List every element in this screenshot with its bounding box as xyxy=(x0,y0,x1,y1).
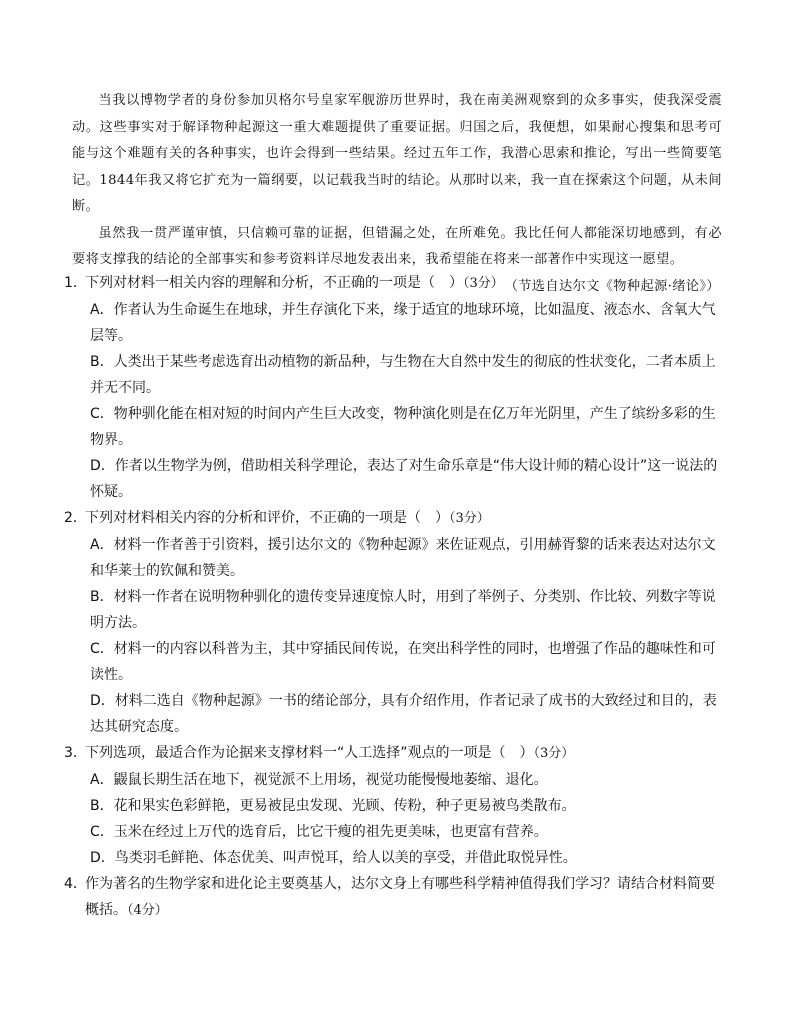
question-list xyxy=(64,270,728,924)
option-text: 玉米在经过上万代的选育后，比它干瘦的祖先更美味，也更富有营养。 xyxy=(113,824,548,840)
option-b[interactable] xyxy=(90,793,728,819)
question-number: 1． xyxy=(64,275,87,291)
option-letter: B． xyxy=(90,589,114,605)
question-text: 下列对材料一相关内容的理解和分析，不正确的一项是（ ） xyxy=(85,275,463,291)
option-c[interactable] xyxy=(90,401,728,453)
option-letter: A． xyxy=(90,537,114,553)
option-text: 材料一的内容以科普为主，其中穿插民间传说，在突出科学性的同时，也增强了作品的趣味性和可读性。 xyxy=(90,641,716,683)
question-number: 3． xyxy=(64,745,87,761)
option-list xyxy=(64,297,728,505)
option-text: 材料一作者在说明物种驯化的遗传变异速度惊人时，用到了举例子、分类别、作比较、列数字等说明方法。 xyxy=(90,589,716,631)
option-letter: A． xyxy=(90,772,114,788)
option-letter: B． xyxy=(90,354,114,370)
option-letter: B． xyxy=(90,798,114,814)
option-letter: D． xyxy=(90,458,115,474)
option-letter: C． xyxy=(90,641,114,657)
passage-paragraph-1: 当我以博物学者的身份参加贝格尔号皇家军舰游历世界时，我在南美洲观察到的众多事实，使我深受震动。这些事实对于解译物种起源这一重大难题提供了重要证据。归国之后，我便想，如果耐心搜集和思考可能与这个难题有关的各种事实，也许会得到一些结果。经过五年工作，我潜心思索和推论，写出一些简要笔记。1844年我又将它扩充为一篇纲要，以记载我当时的结论。从那时以来，我一直在探索这个问题，从未间断。 xyxy=(72,93,722,214)
option-a[interactable] xyxy=(90,297,728,349)
question-number: 2． xyxy=(64,510,87,526)
option-text: 作者认为生命诞生在地球，并生存演化下来，缘于适宜的地球环境，比如温度、液态水、含氧大气层等。 xyxy=(90,302,716,344)
option-a[interactable] xyxy=(90,767,728,793)
passage-source: （节选自达尔文《物种起源·绪论》） xyxy=(504,278,720,294)
question-score: （3分） xyxy=(449,511,490,526)
option-text: 物种驯化能在相对短的时间内产生巨大改变，物种演化则是在亿万年光阴里，产生了缤纷多彩的生物界。 xyxy=(90,406,716,448)
question-4 xyxy=(64,871,728,924)
option-text: 鼹鼠长期生活在地下，视觉派不上用场，视觉功能慢慢地萎缩、退化。 xyxy=(113,772,548,788)
question-number: 4． xyxy=(64,876,87,892)
option-text: 作者以生物学为例，借助相关科学理论，表达了对生命乐章是“伟大设计师的精心设计”这一说法的怀疑。 xyxy=(90,458,718,500)
question-2 xyxy=(64,505,728,740)
question-text: 作为著名的生物学家和进化论主要奠基人，达尔文身上有哪些科学精神值得我们学习？请结合材料简要概括。 xyxy=(85,876,715,918)
question-text: 下列对材料相关内容的分析和评价，不正确的一项是（ ） xyxy=(85,510,449,526)
option-d[interactable] xyxy=(90,688,728,740)
option-a[interactable] xyxy=(90,532,728,584)
question-3 xyxy=(64,740,728,871)
option-letter: A． xyxy=(90,302,114,318)
option-letter: D． xyxy=(90,850,115,866)
option-text: 材料一作者善于引资料，援引达尔文的《物种起源》来佐证观点，引用赫胥黎的话来表达对达尔文和华莱士的钦佩和赞美。 xyxy=(90,537,716,579)
question-score: （3分） xyxy=(463,276,504,291)
option-d[interactable] xyxy=(90,845,728,871)
question-stem xyxy=(64,740,728,767)
option-text: 人类出于某些考虑选育出动植物的新品种，与生物在大自然中发生的彻底的性状变化，二者本质上并无不同。 xyxy=(90,354,716,396)
question-score: （3分） xyxy=(533,746,575,761)
question-stem xyxy=(64,871,728,924)
reading-passage xyxy=(72,88,722,300)
question-score: （4分） xyxy=(127,903,168,918)
option-b[interactable] xyxy=(90,584,728,636)
question-text: 下列选项，最适合作为论据来支撑材料一“人工选择”观点的一项是（ ） xyxy=(85,745,534,761)
option-c[interactable] xyxy=(90,636,728,688)
passage-paragraph-2: 虽然我一贯严谨审慎，只信赖可靠的证据，但错漏之处，在所难免。我比任何人都能深切地感到，有必要将支撑我的结论的全部事实和参考资料详尽地发表出来，我希望能在将来一部著作中实现这一愿望。 xyxy=(72,225,722,267)
option-letter: C． xyxy=(90,824,114,840)
question-stem xyxy=(64,270,728,297)
option-c[interactable] xyxy=(90,819,728,845)
question-1 xyxy=(64,270,728,505)
option-text: 鸟类羽毛鲜艳、体态优美、叫声悦耳，给人以美的享受，并借此取悦异性。 xyxy=(114,850,577,866)
question-stem xyxy=(64,505,728,532)
option-list xyxy=(64,532,728,740)
option-text: 花和果实色彩鲜艳，更易被昆虫发现、光顾、传粉，种子更易被鸟类散布。 xyxy=(113,798,576,814)
option-letter: C． xyxy=(90,406,114,422)
option-d[interactable] xyxy=(90,453,728,505)
option-text: 材料二选自《物种起源》一书的绪论部分，具有介绍作用，作者记录了成书的大致经过和目的，表达其研究态度。 xyxy=(90,693,717,735)
option-b[interactable] xyxy=(90,349,728,401)
option-list xyxy=(64,767,728,871)
option-letter: D． xyxy=(90,693,115,709)
